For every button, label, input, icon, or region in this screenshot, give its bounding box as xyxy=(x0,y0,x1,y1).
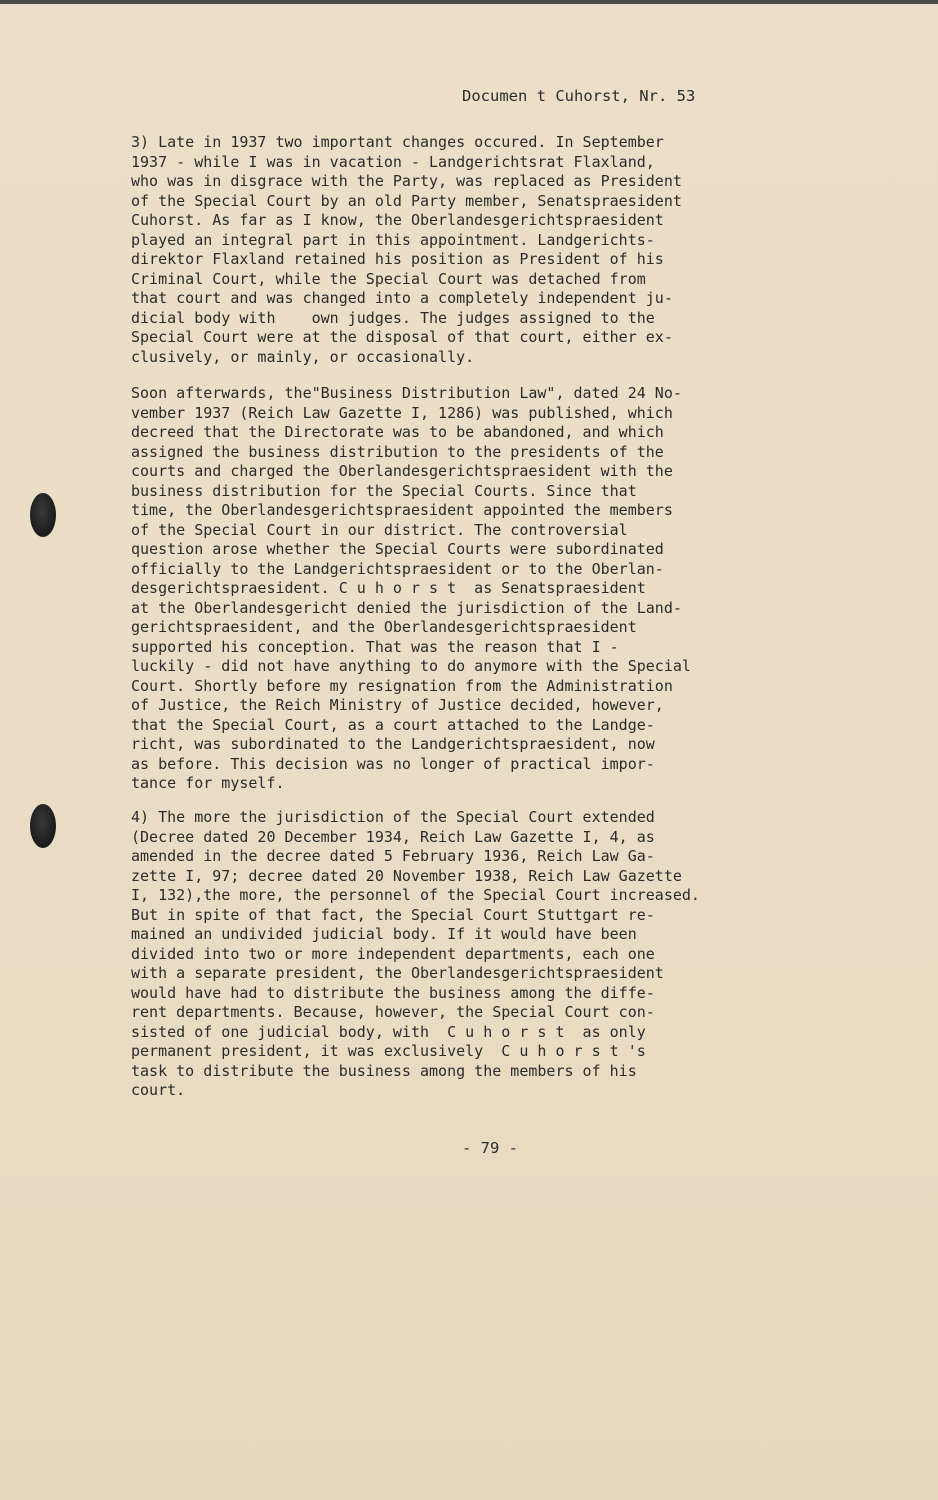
paragraph-business-distribution: Soon afterwards, the"Business Distribution Law", dated 24 No- vember 1937 (Reich Law Gazette I, 1286) was published, which decreed that the Directorate was to be abandoned, and which assigned the business distribution to the presidents of the courts and charged the Oberlandesgerichtspraesident with the business distribution for the Special Courts. Since that time, the Oberlandesgerichtspraesident appointed the members of the Special Court in our district. The controversial question arose whether the Special Courts were subordinated officially to the Landgerichtspraesident or to the Oberlan- desgerichtspraesident. C u h o r s t as Senatspraesident at the Oberlandesgericht denied the jurisdiction of the Land- gerichtspraesident, and the Oberlandesgerichtspraesident supported his conception. That was the reason that I - luckily - did not have anything to do anymore with the Special Court. Shortly before my resignation from the Administration of Justice, the Reich Ministry of Justice decided, however, that the Special Court, as a court attached to the Landge- richt, was subordinated to the Landgerichtspraesident, now as before. This decision was no longer of practical impor- tance for myself. xyxy=(131,384,691,792)
document-header: Documen t Cuhorst, Nr. 53 xyxy=(462,87,696,105)
punch-hole xyxy=(30,493,56,537)
paragraph-4: 4) The more the jurisdiction of the Special Court extended (Decree dated 20 December 1934, Reich Law Gazette I, 4, as amended in the decree dated 5 February 1936, Reich Law Ga- zette I, 97; decree dated 20 November 1938, Reich Law Gazette I, 132),the more, the personnel of the Special Court increased. But in spite of that fact, the Special Court Stuttgart re- mained an undivided judicial body. If it would have been divided into two or more independent departments, each one with a separate president, the Oberlandesgerichtspraesident would have had to distribute the business among the diffe- rent departments. Because, however, the Special Court con- sisted of one judicial body, with C u h o r s t as only permanent president, it was exclusively C u h o r s t 's task to distribute the business among the members of his court. xyxy=(131,808,700,1099)
page-top-edge xyxy=(0,0,938,4)
punch-hole xyxy=(30,804,56,848)
paragraph-3: 3) Late in 1937 two important changes occured. In September 1937 - while I was in vacation - Landgerichtsrat Flaxland, who was in disgrace with the Party, was replaced as President of the Special Court by an old Party member, Senatspraesident Cuhorst. As far as I know, the Oberlandesgerichtspraesident played an integral part in this appointment. Landgerichts- direktor Flaxland retained his position as President of his Criminal Court, while the Special Court was detached from that court and was changed into a completely independent ju- dicial body with own judges. The judges assigned to the Special Court were at the disposal of that court, either ex- clusively, or mainly, or occasionally. xyxy=(131,133,682,366)
page-number: - 79 - xyxy=(462,1139,518,1157)
